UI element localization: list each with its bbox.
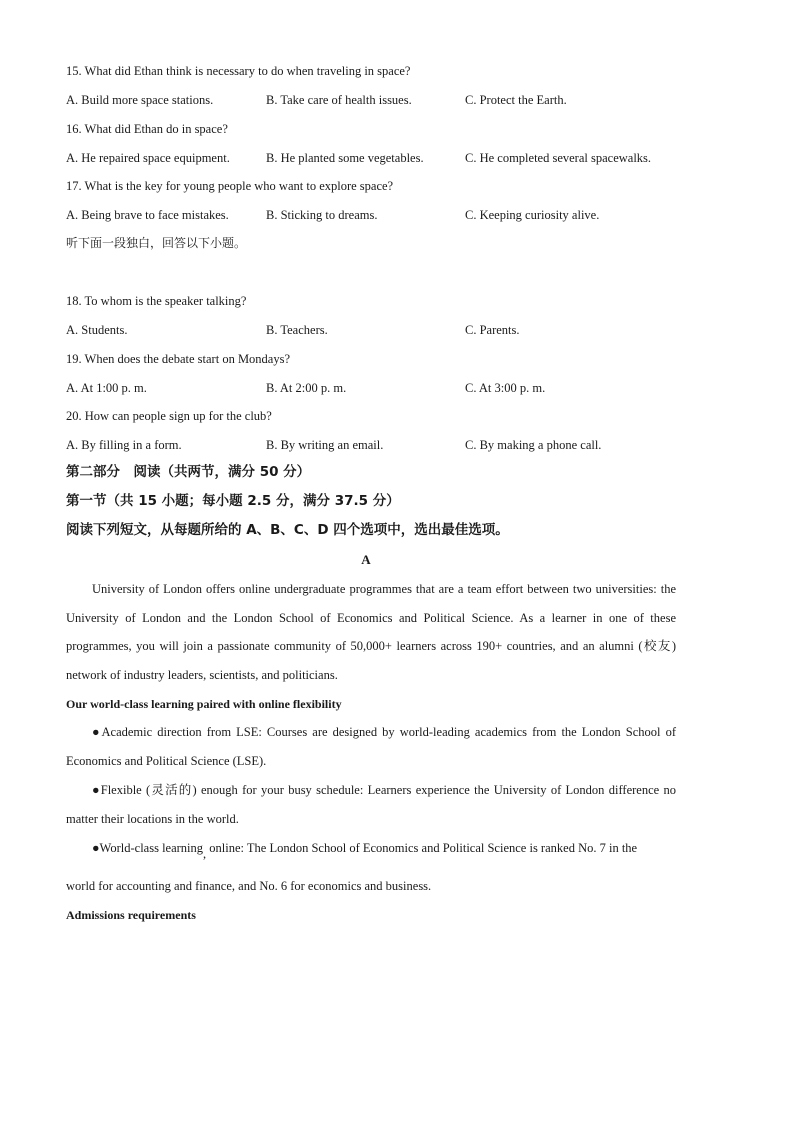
passage-letter: A bbox=[361, 552, 371, 567]
bullet-flexible: ●Flexible (灵活的) enough for your busy schedule: Learners experience the University of London difference no matter their locations in the world. bbox=[66, 783, 676, 826]
q15-option-c: C. Protect the Earth. bbox=[465, 93, 567, 107]
q18-option-b: B. Teachers. bbox=[266, 323, 328, 337]
bullet-world-class-line2: world for accounting and finance, and No. 6 for economics and business. bbox=[66, 879, 432, 893]
q18-option-a: A. Students. bbox=[66, 323, 128, 337]
q15-option-b: B. Take care of health issues. bbox=[266, 93, 412, 107]
q19-option-b: B. At 2:00 p. m. bbox=[266, 381, 347, 395]
listening-instruction: 听下面一段独白，回答以下小题。 bbox=[66, 236, 247, 250]
question-16: 16. What did Ethan do in space? bbox=[66, 122, 228, 136]
reading-instruction: 阅读下列短文，从每题所给的 A、B、C、D 四个选项中，选出最佳选项。 bbox=[66, 522, 509, 538]
heading-learning-flexibility: Our world-class learning paired with online flexibility bbox=[66, 697, 342, 711]
q18-option-c: C. Parents. bbox=[465, 323, 520, 337]
q20-option-a: A. By filling in a form. bbox=[66, 438, 182, 452]
heading-admissions: Admissions requirements bbox=[66, 908, 196, 922]
question-17: 17. What is the key for young people who want to explore space? bbox=[66, 179, 394, 193]
q20-option-c: C. By making a phone call. bbox=[465, 438, 602, 452]
passage-intro: University of London offers online undergraduate programmes that are a team effort between two universities: the University of London and the London School of Economics and Political Science. As a learner in one of these programmes, you will join a passionate community of 50,000+ learners across 190+ countries, and an alumni (校友) network of industry leaders, scientists, and politicians. bbox=[66, 582, 676, 683]
stray-comma-mark: , bbox=[203, 847, 207, 861]
q17-option-a: A. Being brave to face mistakes. bbox=[66, 208, 229, 222]
bullet-world-class-start: ●World-class learning bbox=[92, 841, 204, 855]
q17-option-c: C. Keeping curiosity alive. bbox=[465, 208, 600, 222]
q16-option-a: A. He repaired space equipment. bbox=[66, 151, 230, 165]
q20-option-b: B. By writing an email. bbox=[266, 438, 384, 452]
bullet-world-class-rest: online: The London School of Economics and Political Science is ranked No. 7 in the bbox=[206, 841, 638, 855]
bullet-academic-direction: ●Academic direction from LSE: Courses are designed by world-leading academics from the London School of Economics and Political Science (LSE). bbox=[66, 725, 676, 768]
question-19: 19. When does the debate start on Mondays? bbox=[66, 352, 291, 366]
q16-option-c: C. He completed several spacewalks. bbox=[465, 151, 652, 165]
bullet-world-class bbox=[92, 840, 638, 861]
question-20: 20. How can people sign up for the club? bbox=[66, 409, 272, 423]
part-two-title: 第二部分 阅读（共两节，满分 50 分） bbox=[66, 464, 311, 480]
q19-option-a: A. At 1:00 p. m. bbox=[66, 381, 147, 395]
q15-option-a: A. Build more space stations. bbox=[66, 93, 214, 107]
q19-option-c: C. At 3:00 p. m. bbox=[465, 381, 546, 395]
q17-option-b: B. Sticking to dreams. bbox=[266, 208, 378, 222]
question-18: 18. To whom is the speaker talking? bbox=[66, 294, 247, 308]
section-one-title: 第一节（共 15 小题；每小题 2.5 分，满分 37.5 分） bbox=[66, 493, 400, 509]
q16-option-b: B. He planted some vegetables. bbox=[266, 151, 424, 165]
question-15: 15. What did Ethan think is necessary to do when traveling in space? bbox=[66, 64, 411, 78]
